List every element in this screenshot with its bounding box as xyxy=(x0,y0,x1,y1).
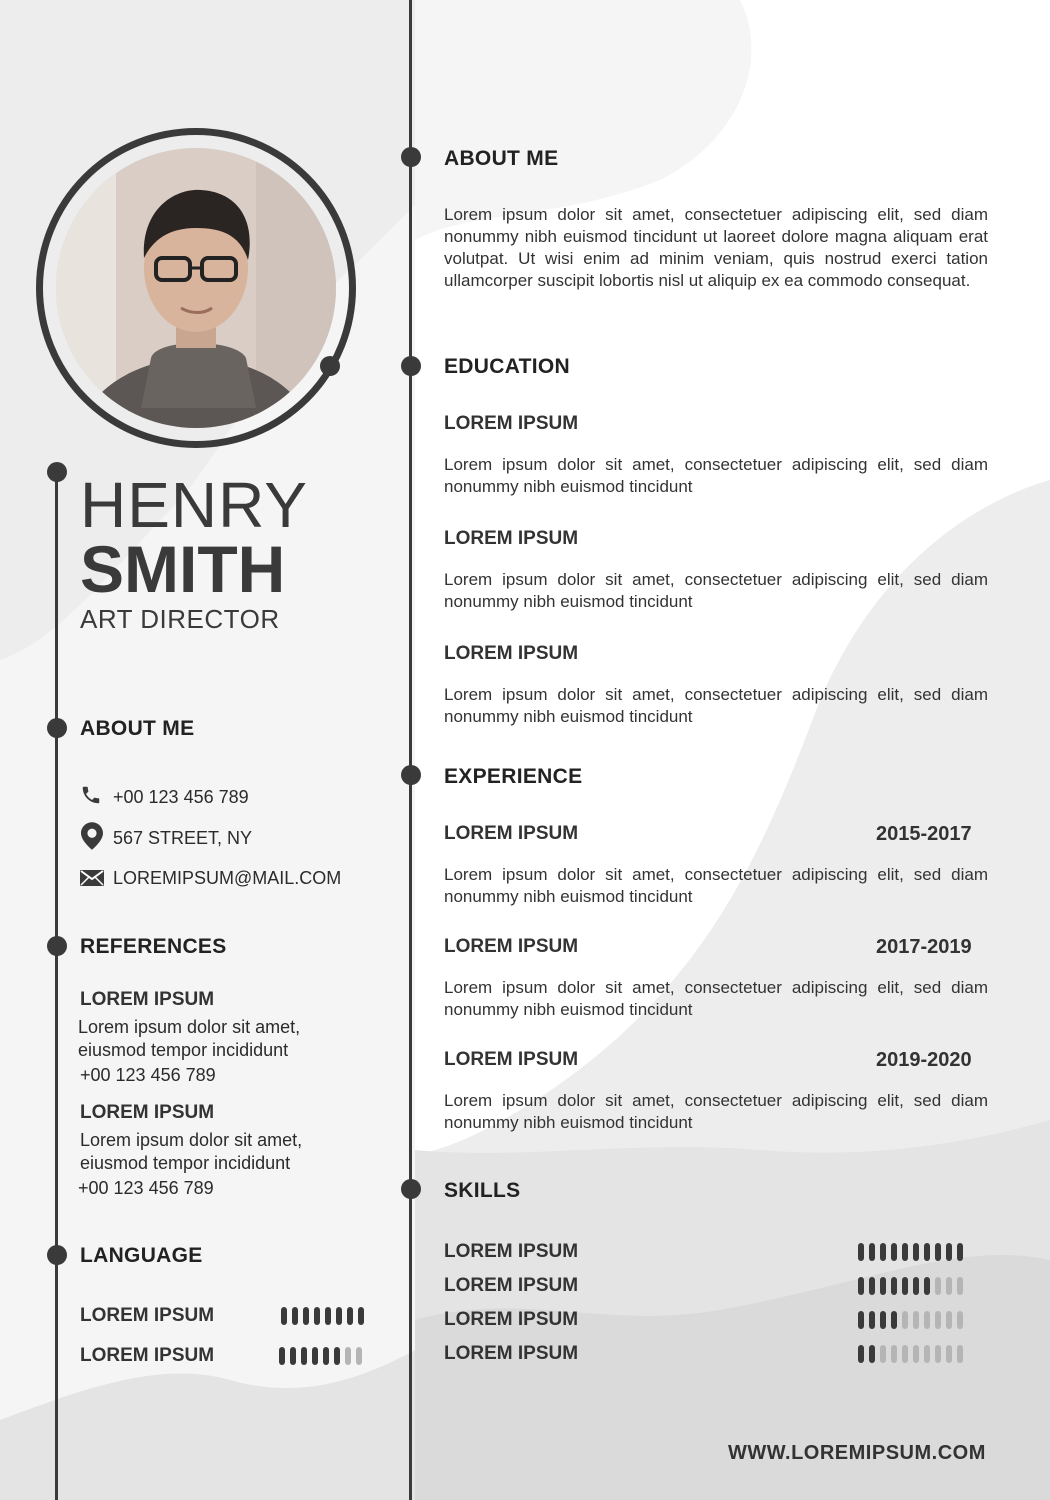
photo-ring-dot xyxy=(320,356,340,376)
level-pip xyxy=(902,1345,908,1363)
phone-icon xyxy=(80,784,102,811)
job-title: ART DIRECTOR xyxy=(80,604,280,634)
level-pip xyxy=(880,1311,886,1329)
level-pip xyxy=(946,1277,952,1295)
level-pip xyxy=(880,1243,886,1261)
level-pip xyxy=(869,1311,875,1329)
level-pip xyxy=(902,1311,908,1329)
level-pip xyxy=(356,1347,362,1365)
level-pip xyxy=(957,1277,963,1295)
profile-photo-frame xyxy=(36,128,356,448)
website-link[interactable]: WWW.LOREMIPSUM.COM xyxy=(728,1442,986,1464)
experience-title: LOREM IPSUM xyxy=(444,1049,579,1070)
education-title: LOREM IPSUM xyxy=(444,413,579,434)
references-heading: REFERENCES xyxy=(80,935,227,958)
level-pip xyxy=(290,1347,296,1365)
level-pip xyxy=(869,1345,875,1363)
reference-line: eiusmod tempor incididunt xyxy=(78,1040,289,1060)
level-pip xyxy=(345,1347,351,1365)
experience-text: Lorem ipsum dolor sit amet, consectetuer adipiscing elit, sed diam nonummy nibh euismod tincidunt xyxy=(444,1091,988,1132)
level-pip xyxy=(314,1307,320,1325)
language-level-bar xyxy=(281,1307,364,1325)
level-pip xyxy=(913,1311,919,1329)
level-pip xyxy=(869,1277,875,1295)
location-pin-icon xyxy=(81,822,103,855)
level-pip xyxy=(301,1347,307,1365)
left-timeline-dot-references xyxy=(47,936,67,956)
right-timeline-line xyxy=(409,0,412,1500)
skill-label: LOREM IPSUM xyxy=(444,1241,579,1262)
contact-heading: ABOUT ME xyxy=(80,717,195,740)
level-pip xyxy=(858,1345,864,1363)
education-text: Lorem ipsum dolor sit amet, consectetuer adipiscing elit, sed diam nonummy nibh euismod tincidunt xyxy=(444,570,988,611)
reference-name: LOREM IPSUM xyxy=(80,1102,215,1123)
right-timeline-dot-education xyxy=(401,356,421,376)
about-text: Lorem ipsum dolor sit amet, consectetuer adipiscing elit, sed diam nonummy nibh euismod tincidunt ut laoreet dolore magna aliquam erat volutpat. Ut wisi enim ad minim veniam, quis nostrud exerci tation ullamcorper suscipit lobortis nisl ut aliquip ex ea commodo consequat. xyxy=(444,205,988,290)
level-pip xyxy=(924,1243,930,1261)
skill-level-bar xyxy=(858,1345,963,1363)
level-pip xyxy=(935,1311,941,1329)
experience-text: Lorem ipsum dolor sit amet, consectetuer adipiscing elit, sed diam nonummy nibh euismod tincidunt xyxy=(444,978,988,1019)
experience-years: 2015-2017 xyxy=(876,823,972,845)
level-pip xyxy=(880,1277,886,1295)
level-pip xyxy=(935,1243,941,1261)
reference-line: eiusmod tempor incididunt xyxy=(80,1153,291,1173)
skill-level-bar xyxy=(858,1277,963,1295)
reference-line: Lorem ipsum dolor sit amet, xyxy=(80,1130,303,1150)
education-heading: EDUCATION xyxy=(444,355,570,378)
level-pip xyxy=(957,1311,963,1329)
right-timeline-dot-skills xyxy=(401,1179,421,1199)
level-pip xyxy=(323,1347,329,1365)
level-pip xyxy=(957,1243,963,1261)
level-pip xyxy=(924,1277,930,1295)
level-pip xyxy=(869,1243,875,1261)
level-pip xyxy=(902,1277,908,1295)
experience-text: Lorem ipsum dolor sit amet, consectetuer adipiscing elit, sed diam nonummy nibh euismod tincidunt xyxy=(444,865,988,906)
experience-title: LOREM IPSUM xyxy=(444,823,579,844)
level-pip xyxy=(858,1311,864,1329)
level-pip xyxy=(858,1277,864,1295)
contact-phone[interactable]: +00 123 456 789 xyxy=(113,787,249,807)
level-pip xyxy=(891,1243,897,1261)
first-name: HENRY xyxy=(80,469,308,541)
level-pip xyxy=(946,1345,952,1363)
level-pip xyxy=(336,1307,342,1325)
level-pip xyxy=(880,1345,886,1363)
left-timeline-dot-language xyxy=(47,1245,67,1265)
level-pip xyxy=(924,1311,930,1329)
level-pip xyxy=(913,1277,919,1295)
left-timeline-dot-top xyxy=(47,462,67,482)
skill-level-bar xyxy=(858,1311,963,1329)
level-pip xyxy=(935,1277,941,1295)
level-pip xyxy=(913,1345,919,1363)
left-timeline-line xyxy=(55,472,58,1500)
level-pip xyxy=(913,1243,919,1261)
experience-years: 2019-2020 xyxy=(876,1049,972,1071)
level-pip xyxy=(858,1243,864,1261)
education-text: Lorem ipsum dolor sit amet, consectetuer adipiscing elit, sed diam nonummy nibh euismod tincidunt xyxy=(444,455,988,496)
skill-label: LOREM IPSUM xyxy=(444,1309,579,1330)
level-pip xyxy=(946,1243,952,1261)
education-text: Lorem ipsum dolor sit amet, consectetuer adipiscing elit, sed diam nonummy nibh euismod tincidunt xyxy=(444,685,988,726)
level-pip xyxy=(891,1277,897,1295)
avatar xyxy=(56,148,336,428)
last-name: SMITH xyxy=(80,532,286,606)
education-title: LOREM IPSUM xyxy=(444,643,579,664)
skill-label: LOREM IPSUM xyxy=(444,1275,579,1296)
language-heading: LANGUAGE xyxy=(80,1244,203,1267)
level-pip xyxy=(303,1307,309,1325)
level-pip xyxy=(924,1345,930,1363)
skill-level-bar xyxy=(858,1243,963,1261)
right-timeline-dot-about xyxy=(401,147,421,167)
reference-name: LOREM IPSUM xyxy=(80,989,215,1010)
left-timeline-dot-about xyxy=(47,718,67,738)
level-pip xyxy=(281,1307,287,1325)
skills-heading: SKILLS xyxy=(444,1179,521,1202)
education-title: LOREM IPSUM xyxy=(444,528,579,549)
contact-address: 567 STREET, NY xyxy=(113,828,253,848)
right-timeline-dot-experience xyxy=(401,765,421,785)
experience-years: 2017-2019 xyxy=(876,936,972,958)
reference-phone: +00 123 456 789 xyxy=(80,1065,216,1085)
level-pip xyxy=(891,1311,897,1329)
language-level-bar xyxy=(279,1347,362,1365)
experience-title: LOREM IPSUM xyxy=(444,936,579,957)
envelope-icon xyxy=(80,870,104,891)
language-label: LOREM IPSUM xyxy=(80,1345,215,1366)
level-pip xyxy=(347,1307,353,1325)
level-pip xyxy=(312,1347,318,1365)
level-pip xyxy=(902,1243,908,1261)
language-label: LOREM IPSUM xyxy=(80,1305,215,1326)
reference-phone: +00 123 456 789 xyxy=(78,1178,214,1198)
level-pip xyxy=(334,1347,340,1365)
contact-email[interactable]: LOREMIPSUM@MAIL.COM xyxy=(113,868,342,888)
skill-label: LOREM IPSUM xyxy=(444,1343,579,1364)
level-pip xyxy=(279,1347,285,1365)
level-pip xyxy=(325,1307,331,1325)
level-pip xyxy=(935,1345,941,1363)
level-pip xyxy=(946,1311,952,1329)
level-pip xyxy=(358,1307,364,1325)
level-pip xyxy=(891,1345,897,1363)
level-pip xyxy=(957,1345,963,1363)
reference-line: Lorem ipsum dolor sit amet, xyxy=(78,1017,301,1037)
experience-heading: EXPERIENCE xyxy=(444,765,583,788)
about-heading: ABOUT ME xyxy=(444,147,559,170)
level-pip xyxy=(292,1307,298,1325)
